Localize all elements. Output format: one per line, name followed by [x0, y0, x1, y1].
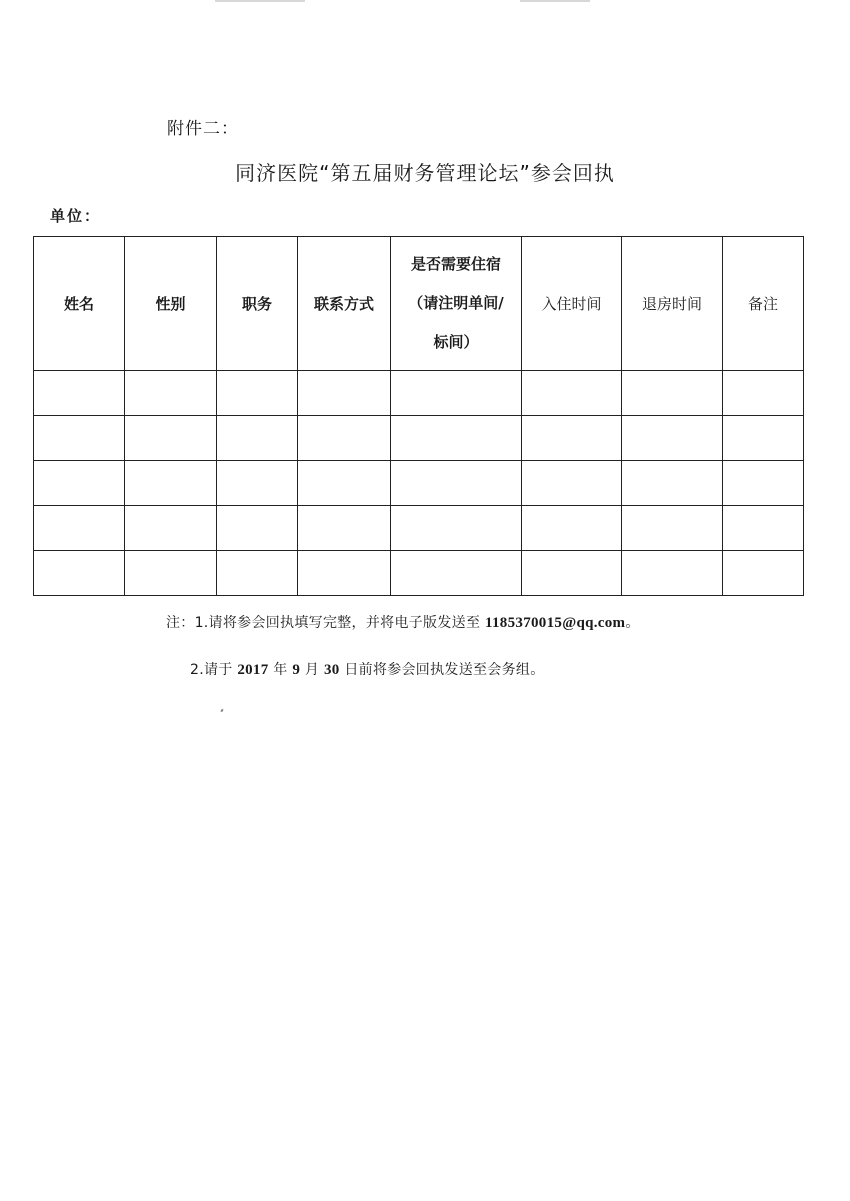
- note-2: [190, 659, 545, 679]
- header-lodging-line1: 是否需要住宿: [410, 255, 501, 273]
- scan-artifact: [215, 0, 305, 2]
- lodging-cell[interactable]: [391, 461, 522, 506]
- contact-cell[interactable]: [298, 461, 391, 506]
- scan-artifact: [520, 0, 590, 2]
- gender-cell[interactable]: [125, 551, 217, 596]
- header-gender: 性别: [125, 237, 217, 371]
- remarks-cell[interactable]: [723, 371, 804, 416]
- attachment-label: 附件二：: [167, 119, 239, 139]
- remarks-cell[interactable]: [723, 506, 804, 551]
- note-2-end: 日前将参会回执发送至会务组。: [339, 662, 545, 678]
- name-cell[interactable]: [34, 416, 125, 461]
- note-1-text: 注：1.请将参会回执填写完整，并将电子版发送至: [166, 615, 486, 631]
- position-cell[interactable]: [217, 506, 298, 551]
- position-cell[interactable]: [217, 551, 298, 596]
- contact-cell[interactable]: [298, 416, 391, 461]
- lodging-cell[interactable]: [391, 551, 522, 596]
- table-row: [34, 461, 804, 506]
- gender-cell[interactable]: [125, 506, 217, 551]
- header-contact: 联系方式: [298, 237, 391, 371]
- name-cell[interactable]: [34, 461, 125, 506]
- deadline-day: 30: [323, 662, 340, 678]
- note-1-end: 。: [625, 615, 640, 631]
- gender-cell[interactable]: [125, 371, 217, 416]
- checkout-cell[interactable]: [622, 461, 723, 506]
- lodging-cell[interactable]: [391, 416, 522, 461]
- name-cell[interactable]: [34, 551, 125, 596]
- deadline-month-unit: 月: [300, 662, 324, 678]
- gender-cell[interactable]: [125, 416, 217, 461]
- contact-cell[interactable]: [298, 506, 391, 551]
- table-row: [34, 506, 804, 551]
- deadline-year: 2017: [237, 662, 269, 678]
- remarks-cell[interactable]: [723, 461, 804, 506]
- scan-speck: [220, 709, 223, 713]
- lodging-cell[interactable]: [391, 506, 522, 551]
- page-title: 同济医院“第五届财务管理论坛”参会回执: [235, 161, 615, 185]
- checkout-cell[interactable]: [622, 551, 723, 596]
- note-1: [166, 612, 640, 632]
- header-lodging: [391, 237, 522, 371]
- checkin-cell[interactable]: [522, 371, 622, 416]
- checkout-cell[interactable]: [622, 371, 723, 416]
- lodging-cell[interactable]: [391, 371, 522, 416]
- checkin-cell[interactable]: [522, 416, 622, 461]
- checkin-cell[interactable]: [522, 461, 622, 506]
- deadline-year-unit: 年: [268, 662, 293, 678]
- unit-label: 单位：: [50, 207, 102, 225]
- header-checkout: 退房时间: [622, 237, 723, 371]
- header-lodging-line3: 标间）: [433, 333, 479, 351]
- contact-cell[interactable]: [298, 371, 391, 416]
- header-name: 姓名: [34, 237, 125, 371]
- checkout-cell[interactable]: [622, 506, 723, 551]
- checkin-cell[interactable]: [522, 506, 622, 551]
- table-row: [34, 551, 804, 596]
- position-cell[interactable]: [217, 416, 298, 461]
- gender-cell[interactable]: [125, 461, 217, 506]
- name-cell[interactable]: [34, 371, 125, 416]
- checkout-cell[interactable]: [622, 416, 723, 461]
- header-lodging-line2: （请注明单间/: [408, 294, 504, 312]
- name-cell[interactable]: [34, 506, 125, 551]
- contact-email: 1185370015@qq.com: [485, 615, 626, 631]
- table-header-row: [34, 237, 804, 371]
- registration-table: [33, 236, 804, 596]
- contact-cell[interactable]: [298, 551, 391, 596]
- note-2-text: 2.请于: [190, 662, 238, 678]
- header-position: 职务: [217, 237, 298, 371]
- table-row: [34, 416, 804, 461]
- deadline-month: 9: [292, 662, 301, 678]
- remarks-cell[interactable]: [723, 551, 804, 596]
- table-row: [34, 371, 804, 416]
- position-cell[interactable]: [217, 461, 298, 506]
- header-checkin: 入住时间: [522, 237, 622, 371]
- checkin-cell[interactable]: [522, 551, 622, 596]
- remarks-cell[interactable]: [723, 416, 804, 461]
- position-cell[interactable]: [217, 371, 298, 416]
- header-remarks: 备注: [723, 237, 804, 371]
